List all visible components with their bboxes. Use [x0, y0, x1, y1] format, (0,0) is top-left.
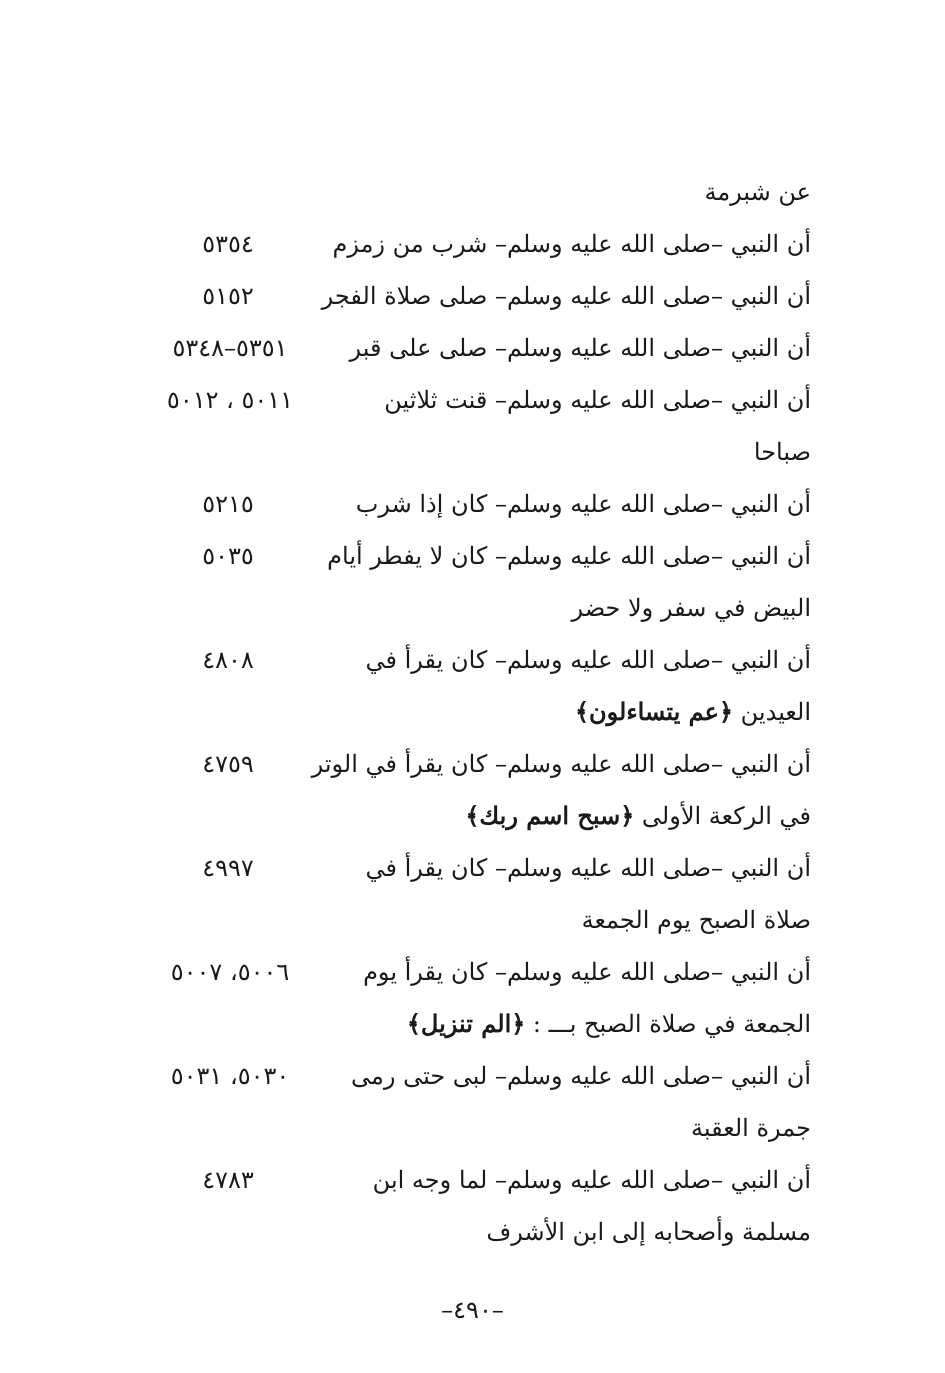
index-line: [571, 588, 811, 628]
index-line: [366, 640, 811, 680]
line-text: عن شبرمة: [704, 178, 811, 206]
line-text: أن النبي –صلى الله عليه وسلم– كان لا يفطر أيام: [327, 542, 811, 570]
quran-verse: ﴿الم تنزيل﴾: [406, 1009, 526, 1038]
index-line: [384, 380, 811, 420]
reference-number: ٥٠٣٠، ٥٠٣١: [170, 1062, 290, 1090]
reference-number: ٥٠٠٦، ٥٠٠٧: [170, 958, 290, 986]
index-line: [322, 276, 811, 316]
reference-number: ٥٠١١ ، ٥٠١٢: [166, 386, 294, 414]
index-line: [366, 848, 811, 888]
reference-number: ٥٠٣٥: [202, 542, 254, 570]
index-line: [363, 952, 811, 992]
line-text: أن النبي –صلى الله عليه وسلم– شرب من زمزم: [332, 230, 811, 258]
line-text: أن النبي –صلى الله عليه وسلم– كان يقرأ في: [365, 646, 811, 674]
quran-verse: ﴿سبح اسم ربك﴾: [465, 801, 635, 830]
line-text: أن النبي –صلى الله عليه وسلم– صلى على قبر: [349, 334, 811, 362]
index-line: [350, 328, 811, 368]
index-line: [407, 1004, 811, 1044]
line-text: أن النبي –صلى الله عليه وسلم– كان يقرأ في الوتر: [311, 750, 811, 778]
line-text: أن النبي –صلى الله عليه وسلم– كان يقرأ في: [365, 854, 811, 882]
line-text: الجمعة في صلاة الصبح بـــ :: [525, 1010, 811, 1038]
index-line: [356, 484, 811, 524]
reference-number: ٤٩٩٧: [202, 854, 254, 882]
quran-verse: ﴿عم يتساءلون﴾: [574, 697, 734, 726]
index-line: [754, 432, 811, 472]
index-line: [327, 536, 811, 576]
index-line: [486, 1212, 811, 1252]
line-text: جمرة العقبة: [691, 1114, 811, 1142]
reference-number: ٤٨٠٨: [202, 646, 254, 674]
line-text: صباحا: [753, 438, 811, 466]
reference-number: ٥٣٥٤: [202, 230, 254, 258]
index-line: [351, 1056, 811, 1096]
line-text: مسلمة وأصحابه إلى ابن الأشرف: [486, 1218, 811, 1246]
line-text: العيدين: [733, 698, 811, 726]
line-text: أن النبي –صلى الله عليه وسلم– صلى صلاة الفجر: [321, 282, 811, 310]
reference-number: ٥٢١٥: [202, 490, 254, 518]
reference-number: ٥٣٥١–٥٣٤٨: [172, 334, 288, 362]
reference-number: ٥١٥٢: [202, 282, 254, 310]
line-text: صلاة الصبح يوم الجمعة: [581, 906, 811, 934]
index-line: [691, 1108, 811, 1148]
reference-number: ٤٧٥٩: [202, 750, 254, 778]
index-line: [582, 900, 811, 940]
reference-number: ٤٧٨٣: [202, 1166, 254, 1194]
line-text: أن النبي –صلى الله عليه وسلم– لما وجه ابن: [372, 1166, 811, 1194]
index-line: [465, 796, 811, 836]
line-text: في الركعة الأولى: [634, 802, 811, 830]
index-line: [332, 224, 811, 264]
index-line: [373, 1160, 811, 1200]
line-text: أن النبي –صلى الله عليه وسلم– لبى حتى رمى: [351, 1062, 811, 1090]
index-line: [704, 172, 811, 212]
line-text: أن النبي –صلى الله عليه وسلم– كان إذا شرب: [355, 490, 811, 518]
index-line: [312, 744, 811, 784]
line-text: أن النبي –صلى الله عليه وسلم– قنت ثلاثين: [384, 386, 811, 414]
line-text: البيض في سفر ولا حضر: [571, 594, 811, 622]
page-number: –٤٩٠–: [441, 1296, 504, 1324]
index-line: [575, 692, 811, 732]
line-text: أن النبي –صلى الله عليه وسلم– كان يقرأ يوم: [363, 958, 811, 986]
